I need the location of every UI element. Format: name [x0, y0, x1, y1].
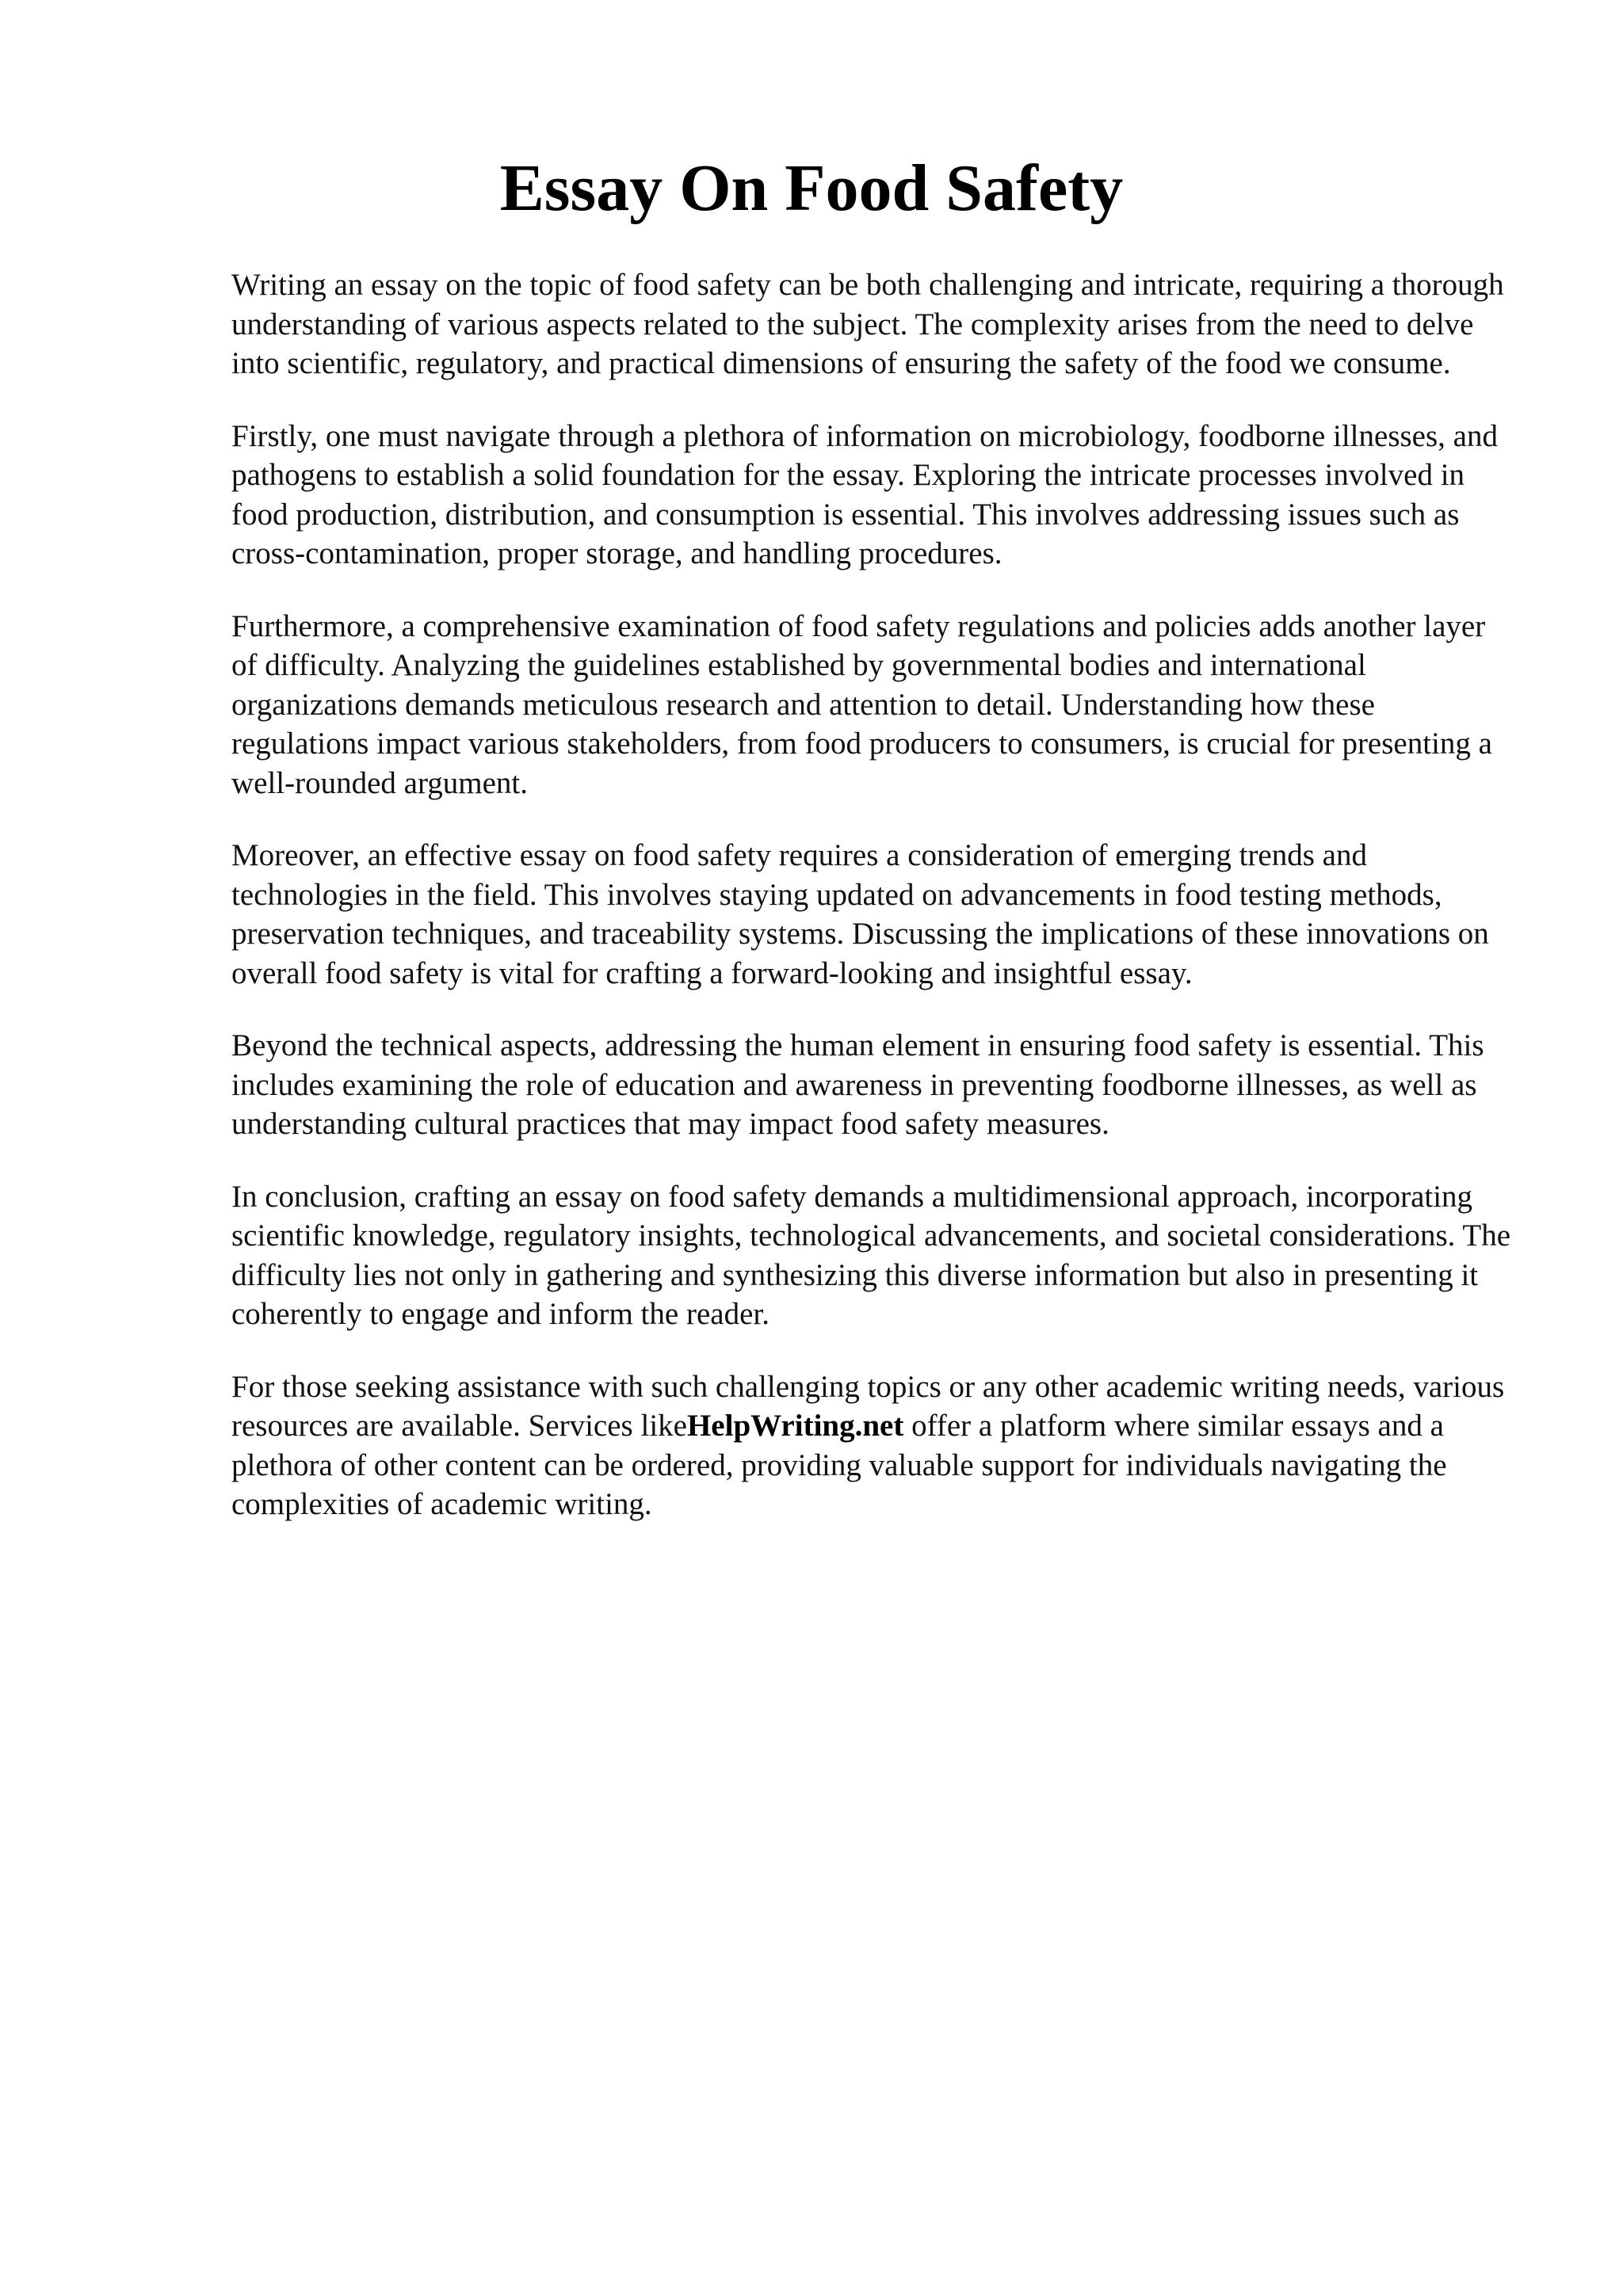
paragraph-closing [231, 1367, 1515, 1524]
paragraph-conclusion: In conclusion, crafting an essay on food safety demands a multidimensional approach, incorporating scientific knowledge, regulatory insights, technological advancements, and societal considerations. The difficulty lies not only in gathering and synthesizing this diverse information but also in presenting it coherently to engage and inform the reader. [231, 1179, 1511, 1331]
paragraph-human-element: Beyond the technical aspects, addressing the human element in ensuring food safety is essential. This includes examining the role of education and awareness in preventing foodborne illnesses, as well as understanding cultural practices that may impact food safety measures. [231, 1028, 1484, 1141]
brand-link[interactable]: HelpWriting.net [686, 1409, 904, 1443]
page-title: Essay On Food Safety [499, 151, 1124, 225]
paragraph-microbiology: Firstly, one must navigate through a plethora of information on microbiology, foodborne illnesses, and pathogens to establish a solid foundation for the essay. Exploring the intricate processes involved in food production, distribution, and consumption is essential. This involves addressing issues such as cross-contamination, proper storage, and handling procedures. [231, 418, 1498, 570]
closing-text-before: For those seeking assistance with such challenging topics or any other academic writing needs, various resources are available. Services like [231, 1369, 1505, 1443]
paragraph-technologies: Moreover, an effective essay on food safety requires a consideration of emerging trends and technologies in the field. This involves staying updated on advancements in food testing methods, preservation techniques, and traceability systems. Discussing the implications of these innovations on overall food safety is vital for crafting a forward-looking and insightful essay. [231, 838, 1489, 990]
paragraph-regulations: Furthermore, a comprehensive examination of food safety regulations and policies adds another layer of difficulty. Analyzing the guidelines established by governmental bodies and international organizations demands meticulous research and attention to detail. Understanding how these regulations impact various stakeholders, from food producers to consumers, is crucial for presenting a well-rounded argument. [231, 608, 1492, 800]
closing-text-after: offer a platform where similar essays and a plethora of other content can be ordered, providing valuable support for individuals navigating the complexities of academic writing. [231, 1409, 1447, 1521]
paragraph-intro: Writing an essay on the topic of food safety can be both challenging and intricate, requiring a thorough understanding of various aspects related to the subject. The complexity arises from the need to delve into scientific, regulatory, and practical dimensions of ensuring the safety of the food we consume. [231, 268, 1504, 380]
essay-body [231, 265, 1515, 1558]
